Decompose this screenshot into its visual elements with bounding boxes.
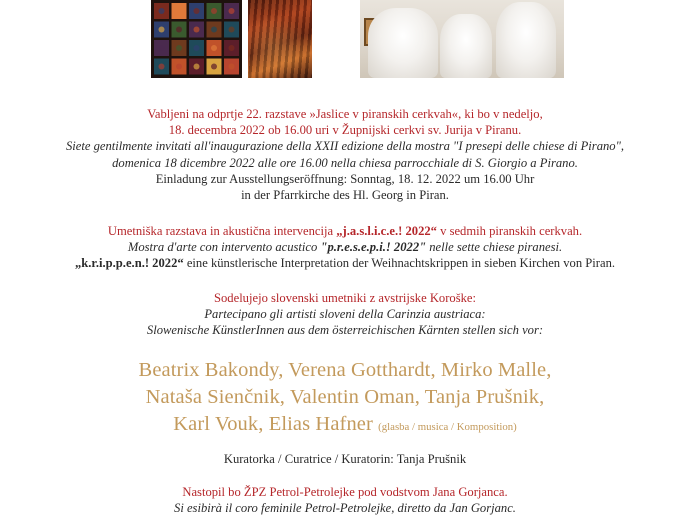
participants-sl: Sodelujejo slovenski umetniki z avstrijske Koroške: [214, 291, 476, 305]
grid-cell-detail [159, 45, 165, 51]
invitation-de-line-2: in der Pfarrkirche des Hl. Georg in Piran. [241, 188, 449, 203]
grid-cell-detail [159, 27, 165, 33]
grid-cell-detail [159, 64, 165, 70]
curator-line: Kuratorka / Curatrice / Kuratorin: Tanja Prušnik [223, 452, 467, 466]
exhibition-sl-line [0, 223, 690, 239]
exhibition-sl-prefix: Umetniška razstava in akustična intervencija [107, 224, 337, 238]
exhibition-de-title: „k.r.i.p.p.e.n.! 2022“ [74, 256, 184, 271]
grid-cell-detail [211, 27, 217, 33]
grid-cell-detail [229, 27, 235, 33]
exhibition-de-suffix: eine künstlerische Interpretation der Weihnachtskrippen in sieben Kirchen von Piran. [183, 256, 616, 271]
grid-cell-detail [229, 8, 235, 14]
grid-cell-detail [176, 64, 182, 70]
grid-cell-detail [211, 64, 217, 70]
performance-sl: Nastopil bo ŽPZ Petrol-Petrolejke pod vodstvom Jana Gorjanca. [182, 485, 508, 499]
exhibition-it-line [0, 239, 690, 255]
performance-block [0, 484, 690, 516]
exhibition-sl-suffix: v sedmih piranskih cerkvah. [436, 224, 583, 238]
grid-cell-detail [176, 8, 182, 14]
exhibition-it-suffix: nelle sette chiese piranesi. [426, 240, 563, 255]
grid-cell-detail [194, 64, 200, 70]
invitation-de-line-1: Einladung zur Ausstellungseröffnung: Sonntag, 18. 12. 2022 um 16.00 Uhr [155, 171, 535, 186]
participants-it: Partecipano gli artisti sloveni della Carinzia austriaca: [204, 307, 486, 322]
curator-block [0, 451, 690, 467]
red-painting-image [248, 0, 312, 78]
artists-line-1: Beatrix Bakondy, Verena Gotthardt, Mirko Malle, [138, 359, 552, 381]
grid-cell-detail [176, 27, 182, 33]
grid-cell-detail [194, 45, 200, 51]
grid-cell-detail [229, 64, 235, 70]
grid-cell-detail [176, 45, 182, 51]
artists-line-3 [0, 411, 690, 441]
performance-it: Si esibirà il coro feminile Petrol-Petrolejke, diretto da Jan Gorjanc. [174, 501, 516, 516]
grid-cell-detail [159, 8, 165, 14]
invitation-block [0, 106, 690, 203]
artists-music-note: (glasba / musica / Komposition) [378, 421, 517, 433]
exhibition-it-title: "p.r.e.s.e.p.i.! 2022" [320, 240, 427, 255]
artists-line-3-names: Karl Vouk, Elias Hafner [173, 413, 373, 435]
draped-figure-1 [368, 8, 438, 78]
draped-figure-3 [496, 2, 556, 78]
grid-cell-detail [211, 8, 217, 14]
invitation-sl-line-2: 18. decembra 2022 ob 16.00 uri v Župnijski cerkvi sv. Jurija v Piranu. [168, 123, 522, 138]
exhibition-it-prefix: Mostra d'arte con intervento acustico [127, 240, 321, 255]
grid-cell-detail [211, 45, 217, 51]
participants-block [0, 290, 690, 339]
paintings-grid-image [151, 0, 242, 78]
participants-de: Slowenische KünstlerInnen aus dem österreichischen Kärnten stellen sich vor: [146, 323, 544, 338]
artists-block [0, 357, 690, 441]
white-draped-figures-image [360, 0, 564, 78]
grid-cell-detail [194, 8, 200, 14]
exhibition-sl-title: „j.a.s.l.i.c.e.! 2022“ [336, 224, 437, 238]
grid-cell-detail [229, 45, 235, 51]
draped-figure-2 [440, 14, 492, 78]
exhibition-block [0, 223, 690, 272]
artists-line-2: Nataša Sienčnik, Valentin Oman, Tanja Prušnik, [145, 386, 545, 408]
paintings-grid-art [151, 0, 242, 78]
invitation-it-line-2: domenica 18 dicembre 2022 alle ore 16.00 nella chiesa parrocchiale di S. Giorgio a Pirano. [112, 155, 578, 170]
grid-cell-detail [194, 27, 200, 33]
exhibition-de-line [0, 255, 690, 271]
invitation-sl-line-1: Vabljeni na odprtje 22. razstave »Jaslice v piranskih cerkvah«, ki bo v nedeljo, [147, 107, 543, 121]
invitation-it-line-1: Siete gentilmente invitati all'inaugurazione della XXII edizione della mostra "I presepi delle chiese di Pirano", [65, 139, 625, 154]
